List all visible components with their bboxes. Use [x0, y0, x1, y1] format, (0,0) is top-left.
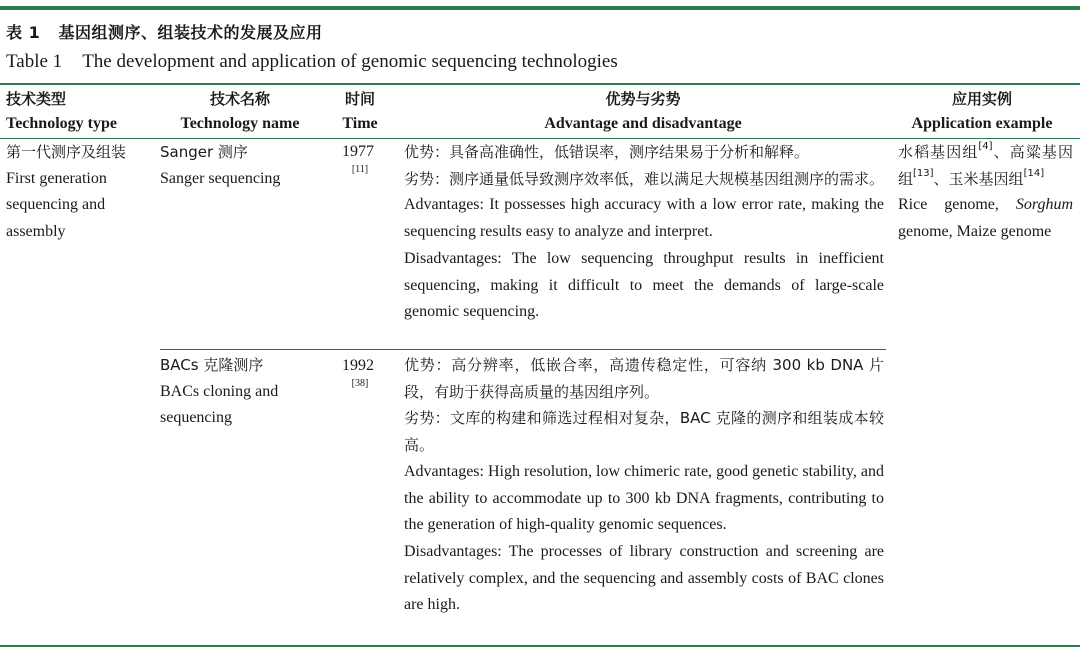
- row-bacs-advantages: [404, 352, 884, 619]
- app-sorghum-zh: 、高粱基因组: [898, 143, 1073, 188]
- group-type-en-line2: sequencing and: [6, 196, 106, 214]
- row-sanger-ref: [11]: [351, 164, 369, 175]
- app-maize-en: genome, Maize genome: [898, 223, 1052, 241]
- caption-en-title: The development and application of genomic sequencing technologies: [82, 51, 618, 72]
- row-separator: [160, 349, 886, 350]
- app-ref-13: [13]: [913, 167, 934, 179]
- row-sanger-adv-en-2: Disadvantages: The low sequencing throughput results in inefficient sequencing, making it difficult to meet the demands of large-scale genomic sequencing.: [404, 249, 884, 321]
- header-time-en: Time: [342, 115, 378, 132]
- app-rice-zh: 水稻基因组: [898, 143, 979, 161]
- header-app-en: Application example: [911, 115, 1053, 132]
- caption-en-label: Table 1: [6, 51, 63, 72]
- app-maize-zh: 、玉米基因组: [933, 169, 1024, 188]
- row-bacs-name-en-2: sequencing: [160, 409, 232, 427]
- caption-zh-label: 表 1: [6, 23, 41, 42]
- app-sorghum-en: Sorghum: [1015, 196, 1073, 214]
- row-bacs-time: [342, 355, 378, 391]
- row-bacs-name: [160, 352, 335, 432]
- row-bacs-adv-en-1: Advantages: High resolution, low chimeric rate, good genetic stability, and the ability to accommodate up to 300 kb DNA fragments, contributing to the generation of high-quality genomic sequences.: [404, 462, 884, 534]
- row-sanger-name-en: Sanger sequencing: [160, 169, 281, 187]
- header-top-rule: [0, 83, 1080, 85]
- group-type-zh: 第一代测序及组装: [6, 143, 127, 161]
- row-sanger-adv-zh-1: 优势：具备高准确性，低错误率，测序结果易于分析和解释。: [404, 143, 810, 161]
- header-app-zh: 应用实例: [951, 90, 1012, 108]
- row-sanger-time: [342, 141, 378, 177]
- app-ref-4: [4]: [978, 141, 993, 152]
- header-name-zh: 技术名称: [209, 90, 270, 108]
- group-technology-type: [6, 139, 156, 246]
- caption-en: [6, 51, 618, 73]
- row-sanger-year: 1977: [342, 143, 374, 160]
- caption-zh: [6, 20, 322, 43]
- header-adv-en: Advantage and disadvantage: [544, 115, 742, 132]
- app-ref-14: [14]: [1023, 167, 1045, 179]
- row-bacs-adv-zh-1: 优势：高分辨率，低嵌合率，高遗传稳定性，可容纳 300 kb DNA 片段，有助于获得高质量的基因组序列。: [404, 356, 884, 401]
- row-sanger-app-en: [898, 192, 1073, 245]
- row-bacs-adv-zh-2: 劣势：文库的构建和筛选过程相对复杂，BAC 克隆的测序和组装成本较高。: [404, 409, 884, 455]
- header-time-zh: 时间: [344, 90, 375, 108]
- header-name-en: Technology name: [180, 115, 300, 132]
- row-bacs-year: 1992: [342, 357, 374, 374]
- row-sanger-advantages: [404, 139, 884, 326]
- row-bacs-name-zh: BACs 克隆测序: [160, 356, 264, 374]
- header-type-zh: 技术类型: [6, 90, 67, 108]
- header-adv-zh: 优势与劣势: [605, 90, 681, 108]
- row-sanger-adv-zh-2: 劣势：测序通量低导致测序效率低，难以满足大规模基因组测序的需求。: [404, 169, 885, 188]
- table-bottom-rule: [0, 645, 1080, 647]
- header-type-en: Technology type: [6, 115, 117, 132]
- row-sanger-adv-en-1: Advantages: It possesses high accuracy with a low error rate, making the sequencing results easy to analyze and interpret.: [404, 196, 884, 241]
- row-sanger-name: [160, 139, 335, 192]
- top-rule: [0, 6, 1080, 10]
- group-type-en-line1: First generation: [6, 169, 107, 187]
- row-sanger-app-zh: [898, 139, 1073, 192]
- caption-zh-title: 基因组测序、组装技术的发展及应用: [58, 23, 323, 42]
- row-sanger-applications: [898, 139, 1073, 246]
- row-bacs-name-en-1: BACs cloning and: [160, 382, 279, 400]
- row-sanger-name-zh: Sanger 测序: [160, 143, 248, 161]
- group-type-en-line3: assembly: [6, 223, 66, 241]
- row-bacs-ref: [38]: [351, 378, 369, 389]
- app-rice-en: Rice genome,: [898, 196, 1016, 214]
- row-bacs-adv-en-2: Disadvantages: The processes of library construction and screening are relatively complex, and the sequencing and assembly costs of BAC clones are high.: [404, 542, 884, 614]
